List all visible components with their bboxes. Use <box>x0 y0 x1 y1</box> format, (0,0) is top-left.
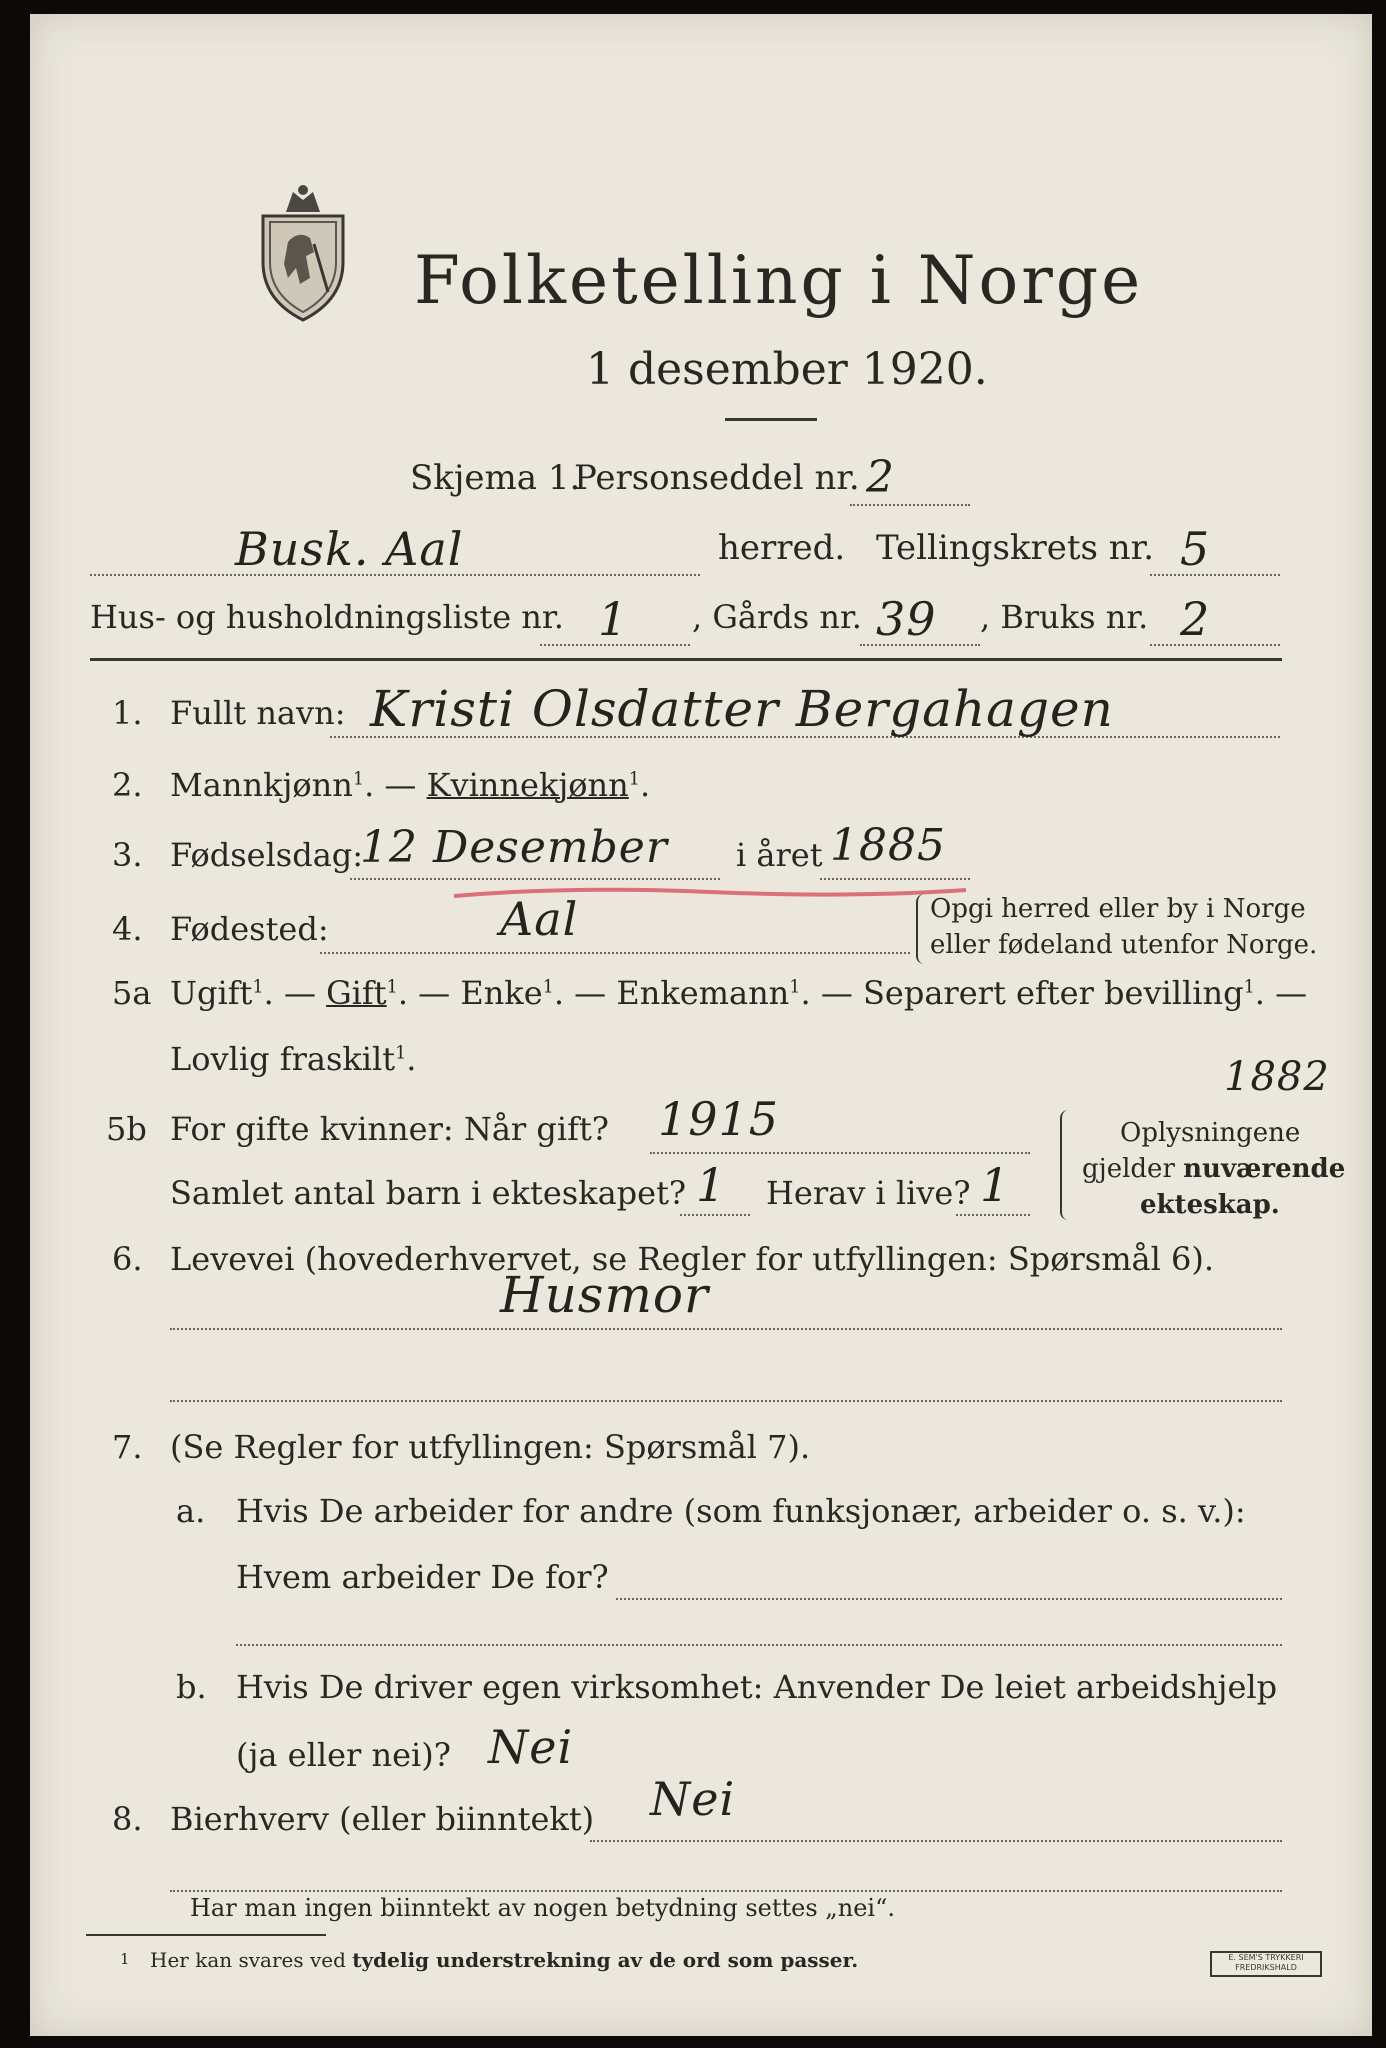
q4-line <box>320 952 910 954</box>
q5b-brace <box>1060 1110 1074 1220</box>
q1-number: 1. <box>112 694 143 732</box>
q4-brace <box>916 894 928 964</box>
hus-value[interactable]: 1 <box>598 592 629 646</box>
q5b-note-1: Oplysningene <box>1120 1118 1301 1148</box>
q2-separator: . — <box>364 766 427 804</box>
q5b-note-2: gjelder nuværende <box>1082 1154 1346 1184</box>
herred-label: herred. <box>718 528 846 568</box>
footnote-mark: 1 <box>120 1950 130 1968</box>
census-date: 1 desember 1920. <box>586 344 988 395</box>
separert-option[interactable]: Separert efter bevilling <box>863 974 1244 1012</box>
q7b-letter: b. <box>176 1668 207 1706</box>
gift-option[interactable]: Gift <box>326 974 387 1012</box>
q7a-letter: a. <box>176 1492 206 1530</box>
personseddel-value[interactable]: 2 <box>866 452 895 503</box>
q7a-line-1[interactable] <box>616 1598 1282 1600</box>
q5b-barn-label: Samlet antal barn i ekteskapet? <box>170 1174 687 1212</box>
q7-number: 7. <box>112 1428 143 1466</box>
q5b-married-line <box>650 1152 1030 1154</box>
q7b-label: Hvis De driver egen virksomhet: Anvender De leiet arbeidshjelp <box>236 1668 1278 1706</box>
bruks-value[interactable]: 2 <box>1180 592 1211 646</box>
gards-label: , Gårds nr. <box>692 598 862 636</box>
enkemann-option[interactable]: Enkemann <box>616 974 790 1012</box>
printer-stamp: E. SEM'S TRYKKERI FREDRIKSHALD <box>1210 1951 1322 1977</box>
children-count-value[interactable]: 1 <box>696 1158 727 1212</box>
q2-end: . <box>639 766 651 804</box>
tellingskrets-label: Tellingskrets nr. <box>876 528 1155 568</box>
q7b-sub-label: (ja eller nei)? <box>236 1736 451 1774</box>
bruks-line <box>1150 644 1280 646</box>
q8-line-2 <box>170 1890 1282 1892</box>
side-income-value[interactable]: Nei <box>650 1772 736 1826</box>
q5a-number: 5a <box>112 974 152 1012</box>
occupation-value[interactable]: Husmor <box>500 1266 709 1324</box>
footnote-text: Her kan svares ved tydelig understrekning av de ord som passer. <box>150 1948 859 1972</box>
q5b-label: For gifte kvinner: Når gift? <box>170 1110 609 1148</box>
q6-number: 6. <box>112 1240 143 1278</box>
q3-year-line <box>820 878 970 880</box>
q4-label: Fødested: <box>170 910 329 948</box>
q2-number: 2. <box>112 766 143 804</box>
norway-coat-of-arms-icon <box>248 182 358 322</box>
gards-value[interactable]: 39 <box>876 592 937 646</box>
q8-number: 8. <box>112 1800 143 1838</box>
birth-year-value[interactable]: 1885 <box>830 820 946 871</box>
q7a-line-2[interactable] <box>236 1644 1282 1646</box>
footnote-rule <box>86 1934 326 1936</box>
q5b-barn-line <box>680 1214 750 1216</box>
q8-line-1 <box>590 1840 1282 1842</box>
q5a-options: Ugift$^1$. — Gift$^1$. — Enke$^1$. — Enkemann$^1$. — Separert efter bevilling$^1$. — <box>170 974 1308 1012</box>
form-title: Folketelling i Norge <box>414 242 1144 319</box>
q5b-live-line <box>956 1214 1030 1216</box>
q1-label: Fullt navn: <box>170 694 346 732</box>
children-alive-value[interactable]: 1 <box>980 1158 1011 1212</box>
q6-line-1 <box>170 1328 1282 1330</box>
q4-note-1: Opgi herred eller by i Norge <box>930 894 1306 924</box>
herred-value[interactable]: Busk. Aal <box>235 522 464 576</box>
q6-line-2 <box>170 1400 1282 1402</box>
q6-label: Levevei (hovederhvervet, se Regler for utfyllingen: Spørsmål 6). <box>170 1240 1215 1278</box>
skjema-label: Skjema 1. <box>410 458 581 498</box>
birthplace-value[interactable]: Aal <box>500 892 579 946</box>
header-divider <box>90 658 1282 661</box>
tellingskrets-value[interactable]: 5 <box>1180 522 1211 576</box>
enke-option[interactable]: Enke <box>460 974 543 1012</box>
q4-number: 4. <box>112 910 143 948</box>
hus-label: Hus- og husholdningsliste nr. <box>90 598 564 636</box>
q3-label: Fødselsdag: <box>170 836 364 874</box>
tellingskrets-line <box>1150 574 1280 576</box>
q3-number: 3. <box>112 836 143 874</box>
q2-male-option[interactable]: Mannkjønn <box>170 766 353 804</box>
q8-label: Bierhverv (eller biinntekt) <box>170 1800 595 1838</box>
q7a-sub-label: Hvem arbeider De for? <box>236 1558 609 1596</box>
personseddel-label: Personseddel nr. <box>574 458 860 498</box>
q5a-line2: Lovlig fraskilt$^1$. <box>170 1040 417 1078</box>
married-year-value[interactable]: 1915 <box>658 1092 780 1146</box>
q7-label: (Se Regler for utfyllingen: Spørsmål 7). <box>170 1428 811 1466</box>
census-form <box>30 14 1372 2036</box>
full-name-value[interactable]: Kristi Olsdatter Bergahagen <box>370 680 1114 738</box>
birthday-value[interactable]: 12 Desember <box>360 822 668 873</box>
q2-options: Mannkjønn$^1$. — Kvinnekjønn$^1$. <box>170 766 651 804</box>
bruks-label: , Bruks nr. <box>980 598 1149 636</box>
margin-year-note: 1882 <box>1224 1054 1330 1100</box>
q5b-live-label: Herav i live? <box>766 1174 971 1212</box>
q5b-number: 5b <box>106 1110 147 1148</box>
personseddel-line <box>850 504 970 506</box>
q7b-value[interactable]: Nei <box>488 1720 574 1774</box>
title-divider <box>725 418 817 421</box>
fraskilt-option[interactable]: Lovlig fraskilt <box>170 1040 396 1078</box>
q3-year-label: i året <box>736 836 823 874</box>
footer-note: Har man ingen biinntekt av nogen betydning settes „nei“. <box>190 1894 895 1922</box>
q7a-label: Hvis De arbeider for andre (som funksjonær, arbeider o. s. v.): <box>236 1492 1246 1530</box>
q2-female-option[interactable]: Kvinnekjønn <box>426 766 629 804</box>
q4-note-2: eller fødeland utenfor Norge. <box>930 930 1318 960</box>
ugift-option[interactable]: Ugift <box>170 974 253 1012</box>
q3-day-line <box>350 878 720 880</box>
q5b-note-3: ekteskap. <box>1140 1190 1280 1220</box>
